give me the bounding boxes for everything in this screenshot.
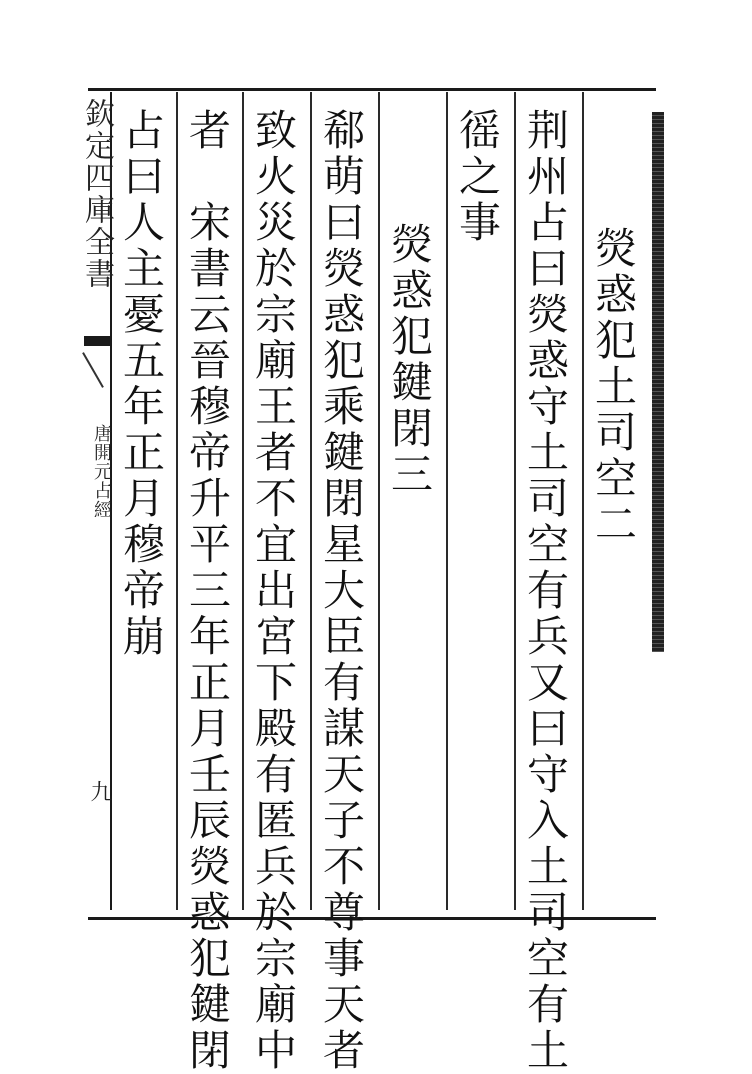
- text-column: 致火災於宗廟王者不宜出宮下殿有匿兵於宗廟中: [249, 108, 298, 1074]
- right-border-bar: [652, 112, 664, 652]
- page-frame: [88, 88, 656, 920]
- text-column-heading: 熒惑犯鍵閉三: [385, 222, 434, 498]
- fish-tail-mark: [84, 336, 110, 346]
- text-column-heading: 熒惑犯土司空二: [589, 226, 638, 548]
- margin-page-number: 九: [87, 780, 112, 802]
- column-divider: [242, 92, 244, 910]
- column-divider: [514, 92, 516, 910]
- column-divider: [176, 92, 178, 910]
- text-column: 徭之事: [453, 108, 502, 246]
- column-divider: [310, 92, 312, 910]
- text-column: 郗萌曰熒惑犯乘鍵閉星大臣有謀天子不尊事天者: [317, 108, 366, 1074]
- text-column: 荆州占曰熒惑守土司空有兵又曰守入土司空有土: [521, 108, 570, 1074]
- column-divider: [378, 92, 380, 910]
- text-column: 者 宋書云晉穆帝升平三年正月壬辰熒惑犯鍵閉: [183, 108, 232, 1074]
- column-divider: [582, 92, 584, 910]
- column-divider: [446, 92, 448, 910]
- margin-book-title: 唐開元占經: [91, 424, 112, 519]
- margin-series-title: 欽定四庫全書: [79, 98, 114, 290]
- text-column: 占曰人主憂五年正月穆帝崩: [117, 108, 166, 660]
